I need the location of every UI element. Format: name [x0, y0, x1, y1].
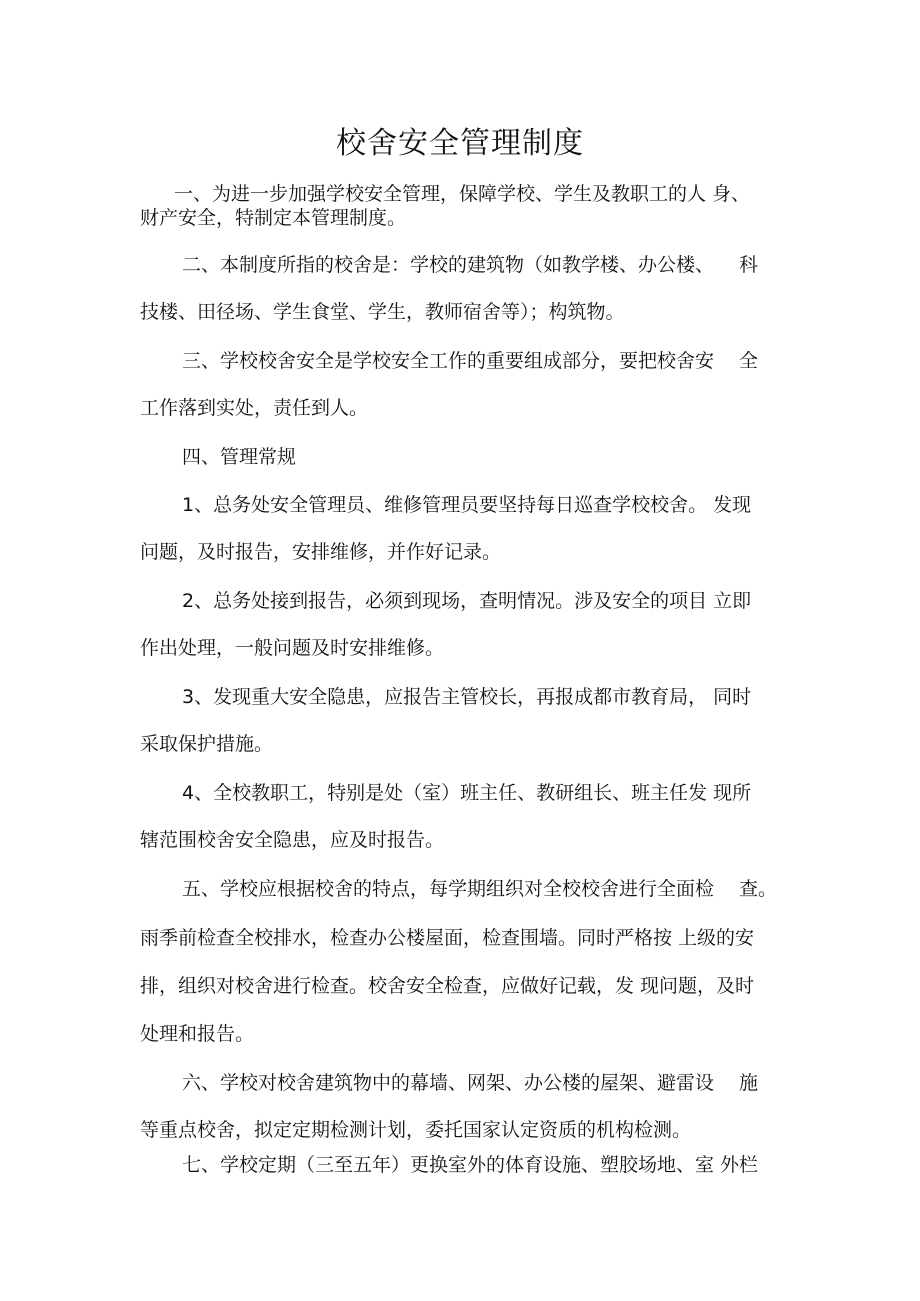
body-line: 二、本制度所指的校舍是：学校的建筑物（如教学楼、办公楼、 科	[182, 254, 759, 276]
body-line: 三、学校校舍安全是学校安全工作的重要组成部分，要把校舍安 全	[182, 350, 759, 372]
body-line: 六、学校对校舍建筑物中的幕墙、网架、办公楼的屋架、避雷设 施	[182, 1072, 759, 1094]
body-line: 五、学校应根据校舍的特点，每学期组织对全校校舍进行全面检 查。	[182, 878, 778, 900]
body-line: 4、全校教职工，特别是处（室）班主任、教研组长、班主任发 现所	[182, 782, 752, 804]
body-line: 雨季前检查全校排水，检查办公楼屋面，检查围墙。同时严格按 上级的安	[140, 927, 755, 949]
body-line: 辖范围校舍安全隐患，应及时报告。	[140, 829, 445, 851]
body-line: 采取保护措施。	[140, 733, 274, 755]
body-line: 作出处理，一般问题及时安排维修。	[140, 637, 445, 659]
body-line: 财产安全，特制定本管理制度。	[140, 207, 407, 229]
body-line: 排，组织对校舍进行检查。校舍安全检查，应做好记载，发 现问题，及时	[140, 975, 755, 997]
body-line: 2、总务处接到报告，必须到现场，查明情况。涉及安全的项目 立即	[182, 590, 752, 612]
body-line: 1、总务处安全管理员、维修管理员要坚持每日巡查学校校舍。 发现	[182, 494, 752, 516]
body-line: 3、发现重大安全隐患，应报告主管校长，再报成都市教育局， 同时	[182, 686, 752, 708]
body-line: 处理和报告。	[140, 1023, 255, 1045]
section-heading: 四、管理常规	[182, 446, 297, 468]
body-line: 七、学校定期（三至五年）更换室外的体育设施、塑胶场地、室 外栏	[182, 1154, 759, 1176]
document-title: 校舍安全管理制度	[336, 126, 584, 161]
body-line: 问题，及时报告，安排维修，并作好记录。	[140, 541, 502, 563]
body-line: 一、为进一步加强学校安全管理，保障学校、学生及教职工的人 身、	[174, 183, 751, 205]
body-line: 工作落到实处，责任到人。	[140, 397, 369, 419]
body-line: 等重点校舍，拟定定期检测计划，委托国家认定资质的机构检测。	[140, 1119, 692, 1141]
body-line: 技楼、田径场、学生食堂、学生，教师宿舍等）；构筑物。	[140, 301, 625, 323]
